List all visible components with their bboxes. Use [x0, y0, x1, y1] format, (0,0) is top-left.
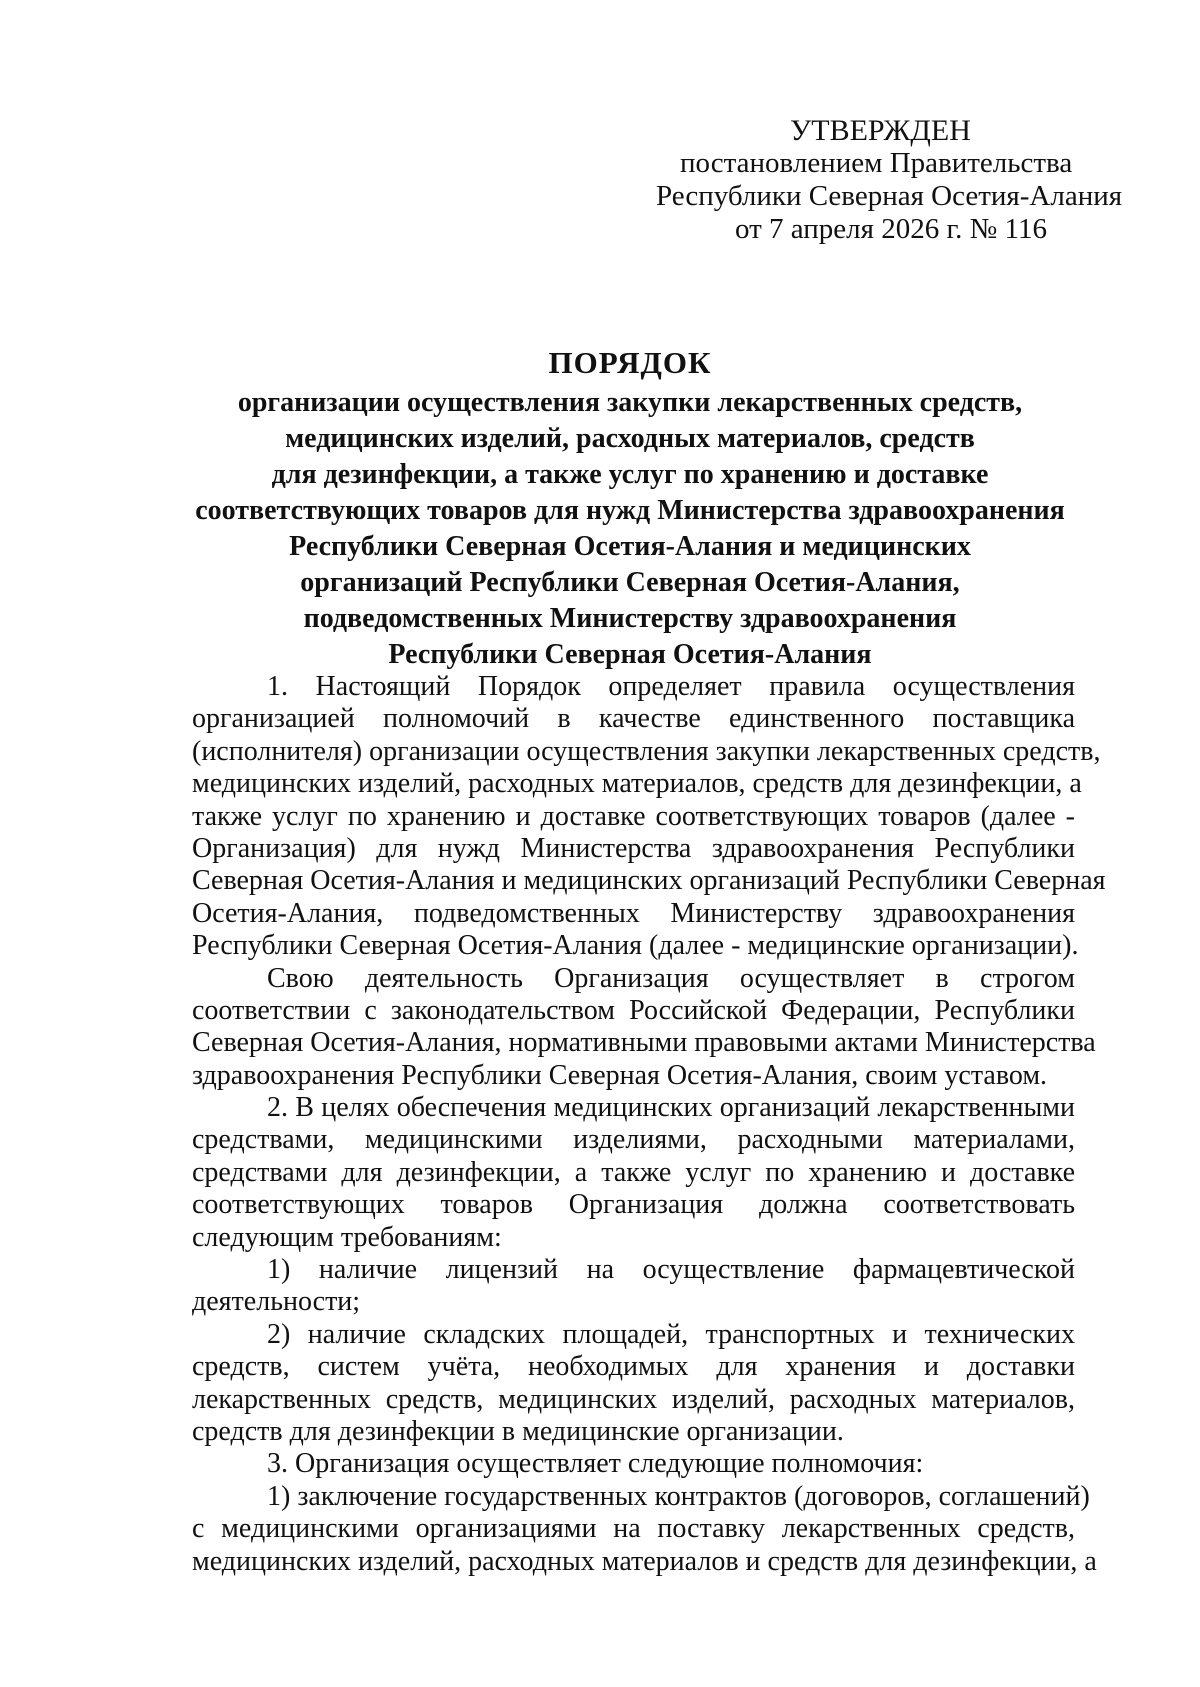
body-line: Северная Осетия-Алания и медицинских организаций Республики Северная [192, 865, 1106, 897]
body-line: 2) наличие складских площадей, транспортных и технических [267, 1318, 1075, 1350]
subtitle-line: Республики Северная Осетия-Алания [388, 639, 872, 670]
body-line: медицинских изделий, расходных материалов и средств для дезинфекции, а [192, 1545, 1097, 1577]
body-line: 1) наличие лицензий на осуществление фармацевтической [267, 1254, 1075, 1286]
approval-date-number: от 7 апреля 2026 г. № 116 [735, 213, 1047, 245]
subtitle-line: для дезинфекции, а также услуг по хранению и доставке [271, 459, 989, 490]
body-line: следующим требованиям: [192, 1221, 502, 1253]
subtitle-line: подведомственных Министерству здравоохранения [303, 603, 957, 634]
approval-stamp: УТВЕРЖДЕН [790, 114, 971, 147]
body-line: здравоохранения Республики Северная Осетия-Алания, своим уставом. [192, 1059, 1048, 1091]
body-line: средствами, медицинскими изделиями, расходными материалами, [192, 1124, 1075, 1156]
body-line: Осетия-Алания, подведомственных Министерству здравоохранения [192, 897, 1075, 929]
body-line: средствами для дезинфекции, а также услуг по хранению и доставке [192, 1156, 1075, 1188]
subtitle-line: Республики Северная Осетия-Алания и медицинских [289, 531, 971, 562]
subtitle-line: организаций Республики Северная Осетия-Алания, [300, 567, 960, 598]
document-body [192, 671, 1106, 1578]
title-block [190, 345, 1070, 673]
body-line: средств, систем учёта, необходимых для хранения и доставки [192, 1351, 1075, 1383]
body-line: 3. Организация осуществляет следующие полномочия: [267, 1448, 924, 1480]
subtitle-line: соответствующих товаров для нужд Министерства здравоохранения [195, 495, 1065, 526]
subtitle-line: медицинских изделий, расходных материалов, средств [285, 423, 975, 454]
document-title: ПОРЯДОК [548, 345, 712, 380]
body-line: с медицинскими организациями на поставку лекарственных средств, [192, 1513, 1075, 1545]
document-subtitle [190, 385, 1070, 673]
body-line: медицинских изделий, расходных материалов, средств для дезинфекции, а [192, 768, 1082, 800]
body-line: также услуг по хранению и доставке соответствующих товаров (далее - [192, 800, 1075, 832]
body-line: Северная Осетия-Алания, нормативными правовыми актами Министерства [192, 1027, 1096, 1059]
approval-stamp-block [620, 114, 1123, 246]
body-line: лекарственных средств, медицинских изделий, расходных материалов, [192, 1383, 1075, 1415]
approval-line: Республики Северная Осетия-Алания [656, 180, 1123, 212]
body-line: Организация) для нужд Министерства здравоохранения Республики [192, 832, 1075, 864]
body-line: Республики Северная Осетия-Алания (далее - медицинские организации). [192, 930, 1079, 962]
subtitle-line: организации осуществления закупки лекарственных средств, [237, 387, 1023, 418]
body-line: Свою деятельность Организация осуществляет в строгом [267, 962, 1075, 994]
body-line: (исполнителя) организации осуществления закупки лекарственных средств, [192, 735, 1101, 767]
body-line: соответствующих товаров Организация должна соответствовать [192, 1189, 1075, 1221]
body-line: соответствии с законодательством Российской Федерации, Республики [192, 994, 1075, 1026]
body-line: 1. Настоящий Порядок определяет правила осуществления [267, 671, 1075, 702]
body-line: 1) заключение государственных контрактов (договоров, соглашений) [267, 1480, 1090, 1512]
body-line: 2. В целях обеспечения медицинских организаций лекарственными [267, 1092, 1075, 1124]
body-line: средств для дезинфекции в медицинские организации. [192, 1415, 844, 1447]
body-line: деятельности; [192, 1286, 361, 1318]
body-line: организацией полномочий в качестве единственного поставщика [192, 703, 1075, 735]
approval-line: постановлением Правительства [680, 147, 1073, 179]
